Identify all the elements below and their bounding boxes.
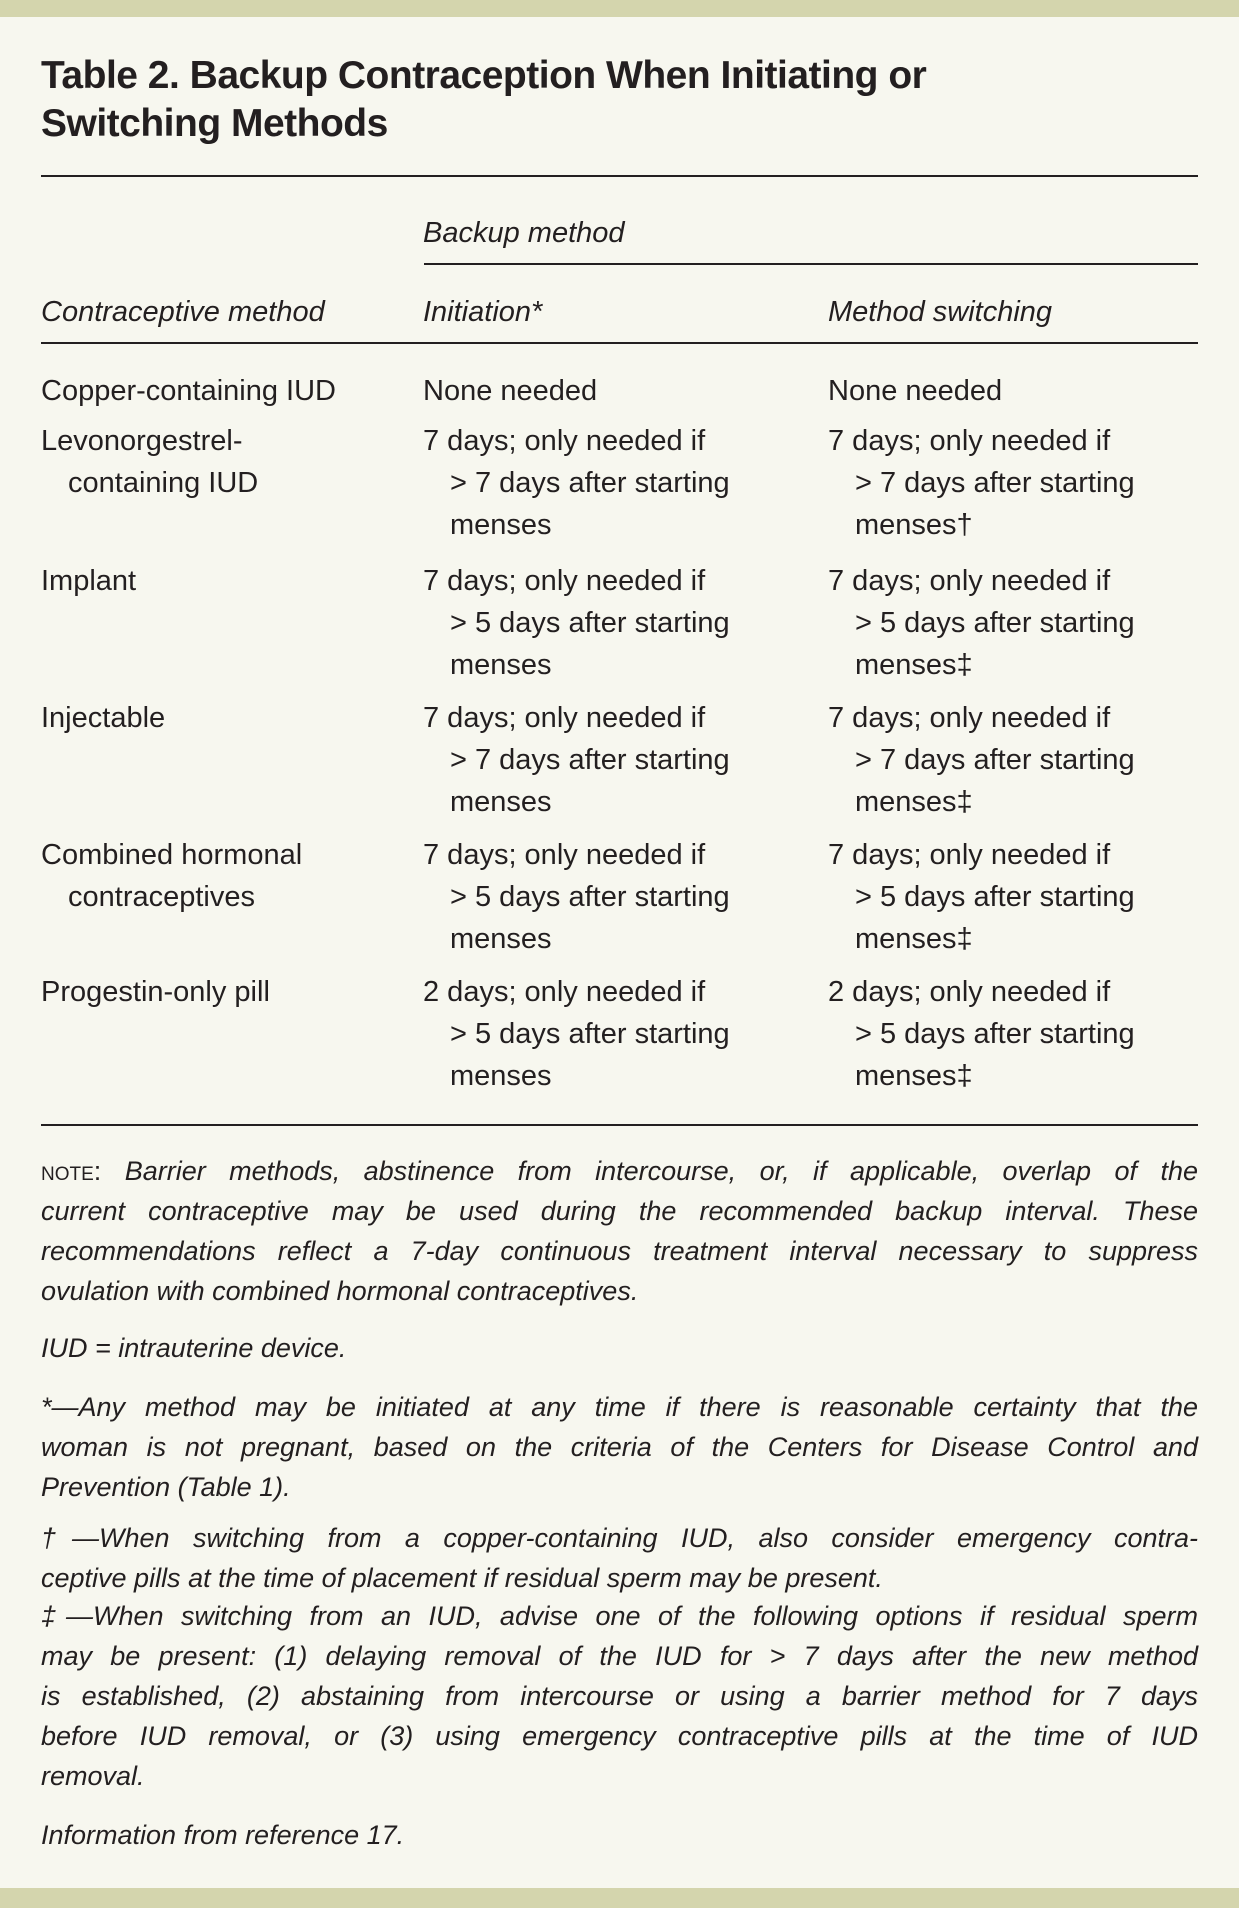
- footnote-asterisk: [41, 1387, 1198, 1507]
- table-bottom-rule: [41, 1124, 1198, 1126]
- cell-line: menses: [450, 1060, 552, 1092]
- cell-line: > 5 days after starting: [450, 1018, 730, 1050]
- cell-line: menses‡: [855, 649, 973, 681]
- cell-contraceptive-method: [41, 560, 136, 602]
- cell-line: Implant: [41, 565, 137, 597]
- cell-line: 2 days; only needed if: [828, 976, 1111, 1008]
- cell-method-switching: [828, 560, 1135, 686]
- cell-line: Levonorgestrel-: [41, 425, 243, 457]
- cell-line: 7 days; only needed if: [423, 702, 706, 734]
- cell-contraceptive-method: [41, 697, 165, 739]
- cell-line: menses: [450, 509, 552, 541]
- cell-method-switching: [828, 420, 1135, 546]
- note-line: current contraceptive may be used during the recommended backup interval. These: [41, 1196, 1198, 1226]
- footnote-line: ceptive pills at the time of placement if residual sperm may be present.: [41, 1563, 883, 1593]
- cell-method-switching: [828, 697, 1135, 823]
- footnote-dagger: [41, 1518, 1198, 1598]
- cell-line: > 7 days after starting: [450, 467, 730, 499]
- cell-line: None needed: [828, 375, 1003, 407]
- footnote-line: removal.: [41, 1761, 145, 1791]
- cell-line: Combined hormonal: [41, 839, 303, 871]
- cell-method-switching: [828, 370, 1002, 412]
- cell-contraceptive-method: [41, 370, 336, 412]
- cell-method-switching: [828, 834, 1135, 960]
- spanning-header-rule: [424, 263, 1198, 265]
- note-line: [41, 1151, 1198, 1191]
- abbreviation-text: IUD = intrauterine device.: [41, 1333, 347, 1363]
- note-label: note:: [41, 1156, 102, 1186]
- table-note: [41, 1151, 1198, 1311]
- cell-line: 7 days; only needed if: [423, 839, 706, 871]
- cell-line: 7 days; only needed if: [423, 565, 706, 597]
- cell-line: menses†: [855, 509, 973, 541]
- note-line: recommendations reflect a 7-day continuous treatment interval necessary to suppress: [41, 1236, 1198, 1266]
- table-title-line: Table 2. Backup Contraception When Initiating or: [41, 54, 927, 97]
- top-decorative-band: [0, 0, 1239, 17]
- cell-line: > 5 days after starting: [855, 607, 1135, 639]
- cell-initiation: [423, 697, 730, 823]
- cell-line: menses‡: [855, 923, 973, 955]
- cell-contraceptive-method: [41, 420, 258, 504]
- cell-line: Progestin-only pill: [41, 976, 270, 1008]
- source-text: Information from reference 17.: [41, 1820, 405, 1850]
- cell-method-switching: [828, 971, 1135, 1097]
- abbreviation-note: [41, 1328, 1198, 1368]
- source-note: [41, 1815, 1198, 1855]
- cell-contraceptive-method: [41, 971, 270, 1013]
- cell-initiation: [423, 370, 597, 412]
- cell-line: menses‡: [855, 786, 973, 818]
- cell-line: > 7 days after starting: [450, 744, 730, 776]
- cell-initiation: [423, 834, 730, 960]
- cell-initiation: [423, 971, 730, 1097]
- note-line: ovulation with combined hormonal contraceptives.: [41, 1276, 639, 1306]
- cell-line: > 7 days after starting: [855, 744, 1135, 776]
- cell-line: contraceptives: [68, 881, 255, 913]
- footnote-line: *—Any method may be initiated at any time if there is reasonable certainty that the: [41, 1392, 1198, 1422]
- footnote-line: is established, (2) abstaining from intercourse or using a barrier method for 7 days: [41, 1681, 1198, 1711]
- cell-line: None needed: [423, 375, 598, 407]
- cell-line: > 5 days after starting: [855, 881, 1135, 913]
- cell-line: > 5 days after starting: [450, 607, 730, 639]
- column-header-initiation: Initiation*: [423, 296, 543, 328]
- cell-line: menses: [450, 649, 552, 681]
- footnote-line: may be present: (1) delaying removal of the IUD for > 7 days after the new method: [41, 1641, 1198, 1671]
- footnote-line: woman is not pregnant, based on the criteria of the Centers for Disease Control and: [41, 1432, 1198, 1462]
- cell-line: > 7 days after starting: [855, 467, 1135, 499]
- cell-line: 7 days; only needed if: [828, 839, 1111, 871]
- cell-line: 7 days; only needed if: [828, 702, 1111, 734]
- cell-line: containing IUD: [68, 467, 259, 499]
- cell-line: menses: [450, 923, 552, 955]
- column-header-contraceptive-method: Contraceptive method: [41, 296, 325, 328]
- cell-line: 2 days; only needed if: [423, 976, 706, 1008]
- cell-line: > 5 days after starting: [855, 1018, 1135, 1050]
- cell-line: menses‡: [855, 1060, 973, 1092]
- cell-line: 7 days; only needed if: [828, 565, 1111, 597]
- footnote-line: ‡—When switching from an IUD, advise one of the following options if residual sperm: [41, 1601, 1198, 1631]
- cell-line: Copper-containing IUD: [41, 375, 336, 407]
- header-rule: [41, 342, 1198, 344]
- footnote-line: before IUD removal, or (3) using emergency contraceptive pills at the time of IUD: [41, 1721, 1198, 1751]
- cell-line: 7 days; only needed if: [828, 425, 1111, 457]
- footnote-double-dagger: [41, 1596, 1198, 1796]
- column-header-method-switching: Method switching: [828, 296, 1053, 328]
- cell-line: > 5 days after starting: [450, 881, 730, 913]
- title-rule: [41, 175, 1198, 177]
- cell-contraceptive-method: [41, 834, 302, 918]
- cell-initiation: [423, 420, 730, 546]
- note-text: Barrier methods, abstinence from intercourse, or, if applicable, overlap of the: [124, 1156, 1198, 1186]
- footnote-line: Prevention (Table 1).: [41, 1472, 291, 1502]
- table-title: [41, 52, 1198, 148]
- table-title-line: Switching Methods: [41, 102, 388, 145]
- footnote-line: †—When switching from a copper-containing IUD, also consider emergency contra-: [41, 1523, 1198, 1553]
- spanning-header-backup-method: Backup method: [423, 217, 625, 249]
- bottom-decorative-band: [0, 1888, 1239, 1908]
- cell-line: 7 days; only needed if: [423, 425, 706, 457]
- cell-line: Injectable: [41, 702, 166, 734]
- cell-initiation: [423, 560, 730, 686]
- cell-line: menses: [450, 786, 552, 818]
